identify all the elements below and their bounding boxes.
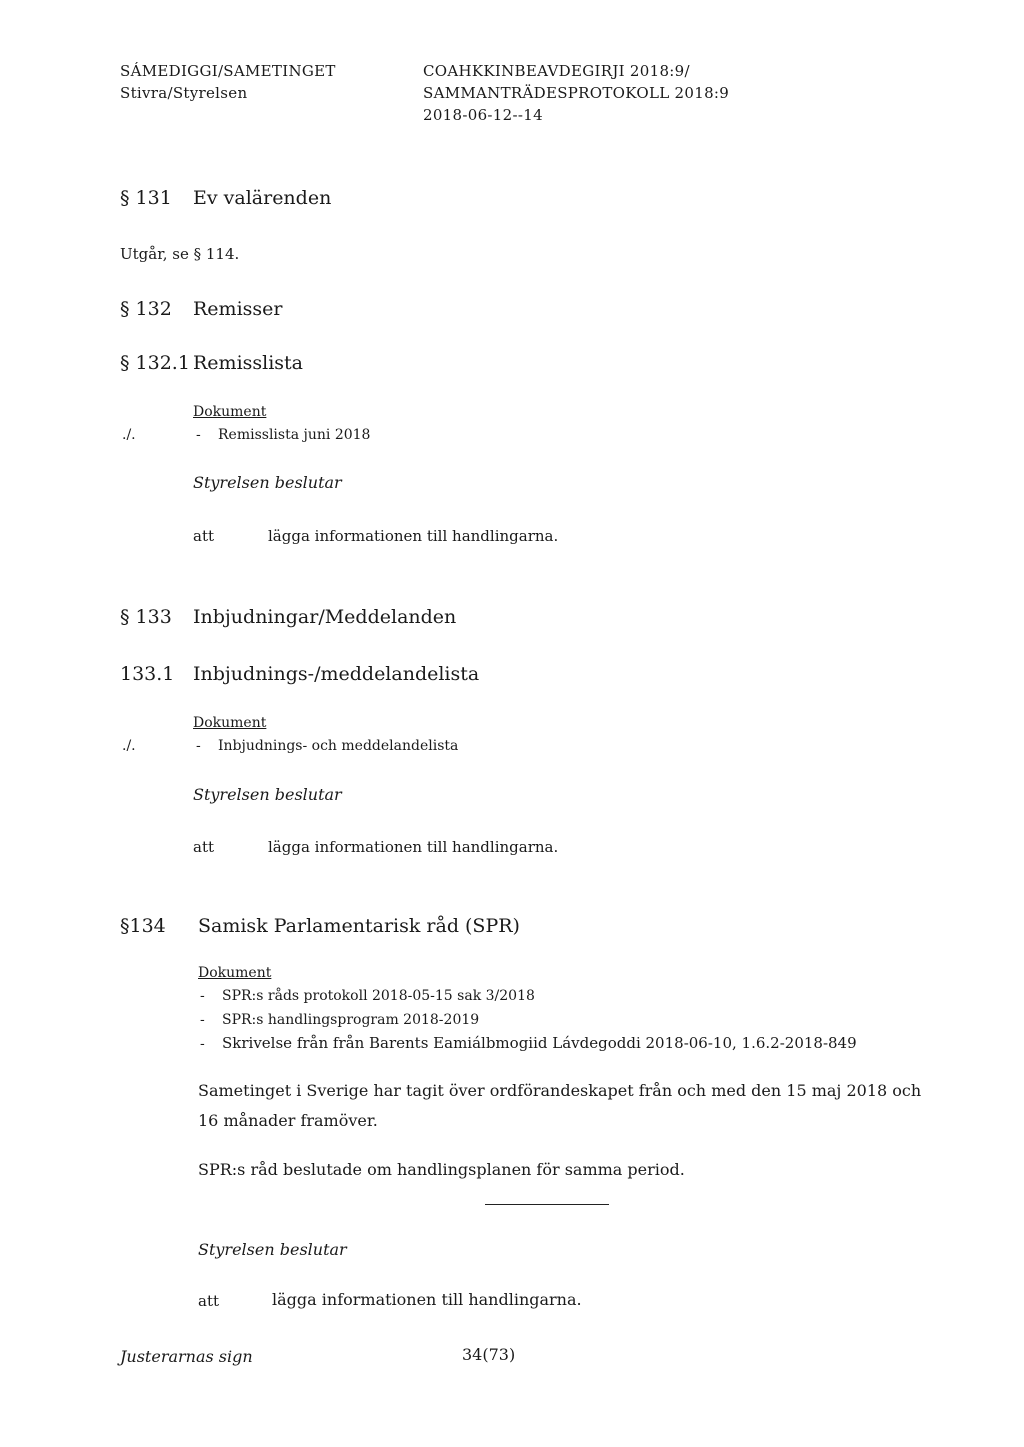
section-132-number: § 132: [120, 298, 172, 320]
list-dash: -: [200, 1012, 205, 1028]
section-133-1-title: Inbjudnings-/meddelandelista: [193, 663, 480, 685]
section-131-title: Ev valärenden: [193, 187, 332, 209]
section-133-1-decision: lägga informationen till handlingarna.: [268, 838, 559, 856]
section-134-document-item: Skrivelse från från Barents Eamiálbmogiid Lávdegoddi 2018-06-10, 1.6.2-2018-849: [222, 1034, 857, 1052]
attachment-marker: ./.: [122, 427, 136, 443]
list-dash: -: [200, 988, 205, 1004]
decision-att: att: [198, 1292, 219, 1310]
section-134-document-item: SPR:s råds protokoll 2018-05-15 sak 3/2018: [222, 988, 535, 1004]
section-132-1-decides: Styrelsen beslutar: [193, 473, 342, 492]
section-132-1-number: § 132.1: [120, 352, 190, 374]
section-134-number: §134: [120, 915, 166, 937]
section-134-paragraph: Sametinget i Sverige har tagit över ordförandeskapet från och med den 15 maj 2018 och: [198, 1081, 922, 1100]
section-133-number: § 133: [120, 606, 172, 628]
attachment-marker: ./.: [122, 738, 136, 754]
section-132-1-document-item: Remisslista juni 2018: [218, 427, 371, 443]
decision-att: att: [193, 838, 214, 856]
section-132-title: Remisser: [193, 298, 283, 320]
organisation-name: SÁMEDIGGI/SAMETINGET: [120, 62, 336, 80]
section-134-paragraph: SPR:s råd beslutade om handlingsplanen för samma period.: [198, 1160, 685, 1179]
section-132-1-title: Remisslista: [193, 352, 304, 374]
section-133-1-document-label: Dokument: [193, 715, 267, 731]
section-133-1-number: 133.1: [120, 663, 175, 685]
section-134-decision: lägga informationen till handlingarna.: [272, 1290, 582, 1309]
section-131-text: Utgår, se § 114.: [120, 245, 240, 263]
section-134-document-label: Dokument: [198, 965, 272, 981]
separator-line: [485, 1204, 609, 1205]
section-134-decides: Styrelsen beslutar: [198, 1240, 347, 1259]
section-132-1-decision: lägga informationen till handlingarna.: [268, 527, 559, 545]
section-134-paragraph: 16 månader framöver.: [198, 1111, 378, 1130]
meeting-date: 2018-06-12--14: [423, 106, 543, 124]
organisation-unit: Stivra/Styrelsen: [120, 84, 248, 102]
footer-signature-label: Justerarnas sign: [120, 1347, 253, 1366]
document-title-sami: COAHKKINBEAVDEGIRJI 2018:9/: [423, 62, 690, 80]
decision-att: att: [193, 527, 214, 545]
section-131-number: § 131: [120, 187, 172, 209]
section-133-title: Inbjudningar/Meddelanden: [193, 606, 457, 628]
page-number: 34(73): [462, 1345, 516, 1364]
list-dash: -: [196, 427, 201, 443]
list-dash: -: [200, 1036, 205, 1052]
document-title-swedish: SAMMANTRÄDESPROTOKOLL 2018:9: [423, 84, 730, 102]
list-dash: -: [196, 738, 201, 754]
section-134-document-item: SPR:s handlingsprogram 2018-2019: [222, 1012, 480, 1028]
section-133-1-document-item: Inbjudnings- och meddelandelista: [218, 738, 459, 754]
section-132-1-document-label: Dokument: [193, 404, 267, 420]
section-133-1-decides: Styrelsen beslutar: [193, 785, 342, 804]
section-134-title: Samisk Parlamentarisk råd (SPR): [198, 915, 520, 937]
